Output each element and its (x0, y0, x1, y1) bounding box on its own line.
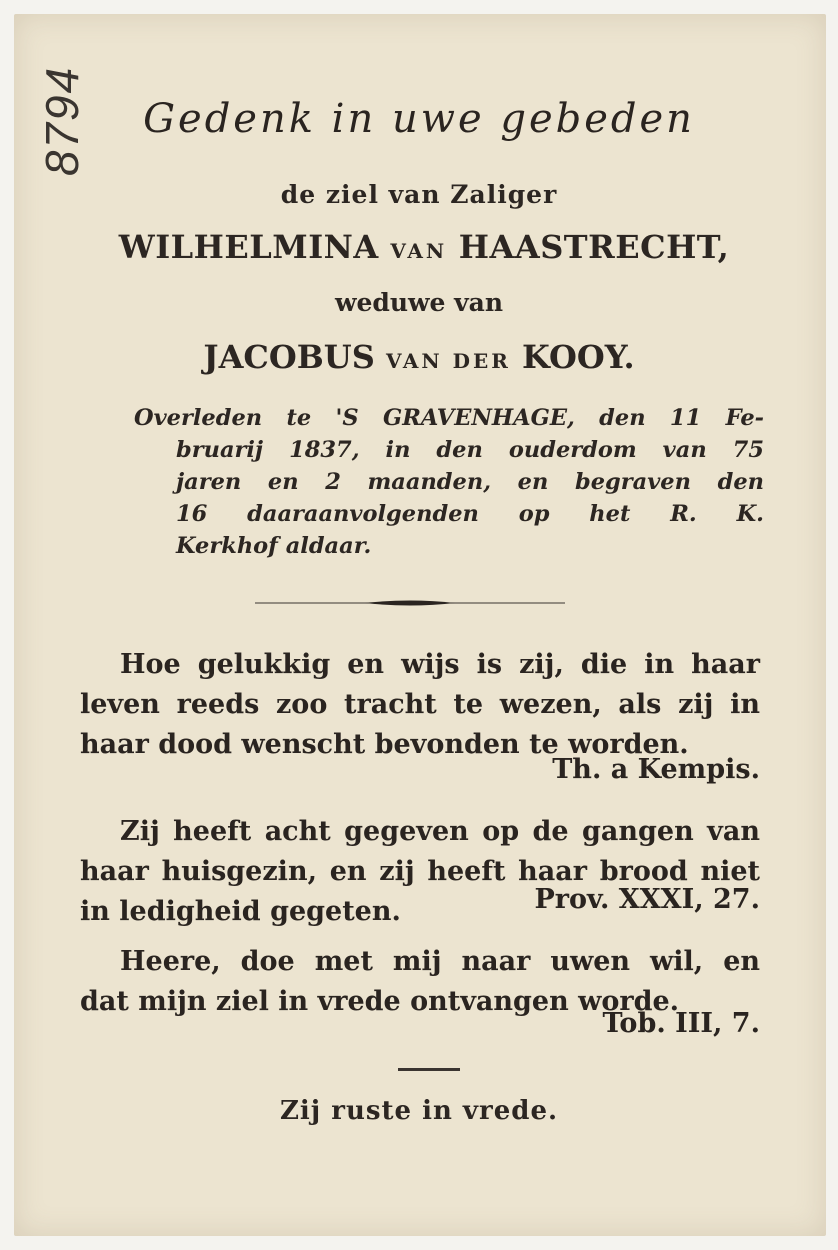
deceased-name (70, 228, 778, 266)
husband-van-der: VAN DER (385, 349, 511, 373)
quote-source: Th. a Kempis. (552, 754, 760, 785)
quote-kempis (80, 645, 760, 765)
quote-source: Tob. III, 7. (602, 1008, 760, 1039)
death-notice (134, 402, 764, 562)
quote-line: haar dood wenscht bevonden te worden. (80, 729, 689, 760)
death-notice-line: jaren en 2 maanden, en begraven den (176, 469, 764, 495)
quote-source: Prov. XXXI, 27. (534, 884, 760, 915)
closing-line: Zij ruste in vrede. (279, 1096, 559, 1126)
quote-line: Heere, doe met mij naar uwen wil, en (120, 946, 760, 977)
death-notice-line: 16 daaraanvolgenden op het R. K. (176, 501, 764, 527)
quote-line: Zij heeft acht gegeven op de gangen van (120, 816, 760, 847)
death-notice-line: bruarij 1837, in den ouderdom van 75 (176, 437, 764, 463)
deceased-last-name: HAASTRECHT, (458, 228, 730, 266)
gedenk-heading: Gedenk in uwe gebeden (143, 96, 695, 142)
widow-of-line: weduwe van (334, 288, 504, 317)
deceased-first-name: WILHELMINA (118, 228, 379, 266)
husband-last-name: KOOY. (522, 338, 635, 376)
death-notice-line: Overleden te 'S GRAVENHAGE, den 11 Fe- (134, 405, 764, 431)
quote-line: haar huisgezin, en zij heeft haar brood niet (80, 856, 760, 887)
death-notice-line: Kerkhof aldaar. (176, 533, 372, 559)
deceased-van: VAN (390, 239, 448, 263)
soul-line: de ziel van Zaliger (280, 180, 558, 209)
quote-line: dat mijn ziel in vrede ontvangen worde. (80, 986, 680, 1017)
ornamental-divider (255, 598, 565, 608)
quote-line: in ledigheid gegeten. (80, 896, 401, 927)
quote-line: Hoe gelukkig en wijs is zij, die in haar (120, 649, 760, 680)
quote-line: leven reeds zoo tracht te wezen, als zij in (80, 689, 760, 720)
husband-name (0, 338, 838, 376)
husband-first-name: JACOBUS (203, 338, 375, 376)
handwritten-catalog-number: 8794 (36, 65, 88, 177)
closing-rule (398, 1068, 460, 1071)
